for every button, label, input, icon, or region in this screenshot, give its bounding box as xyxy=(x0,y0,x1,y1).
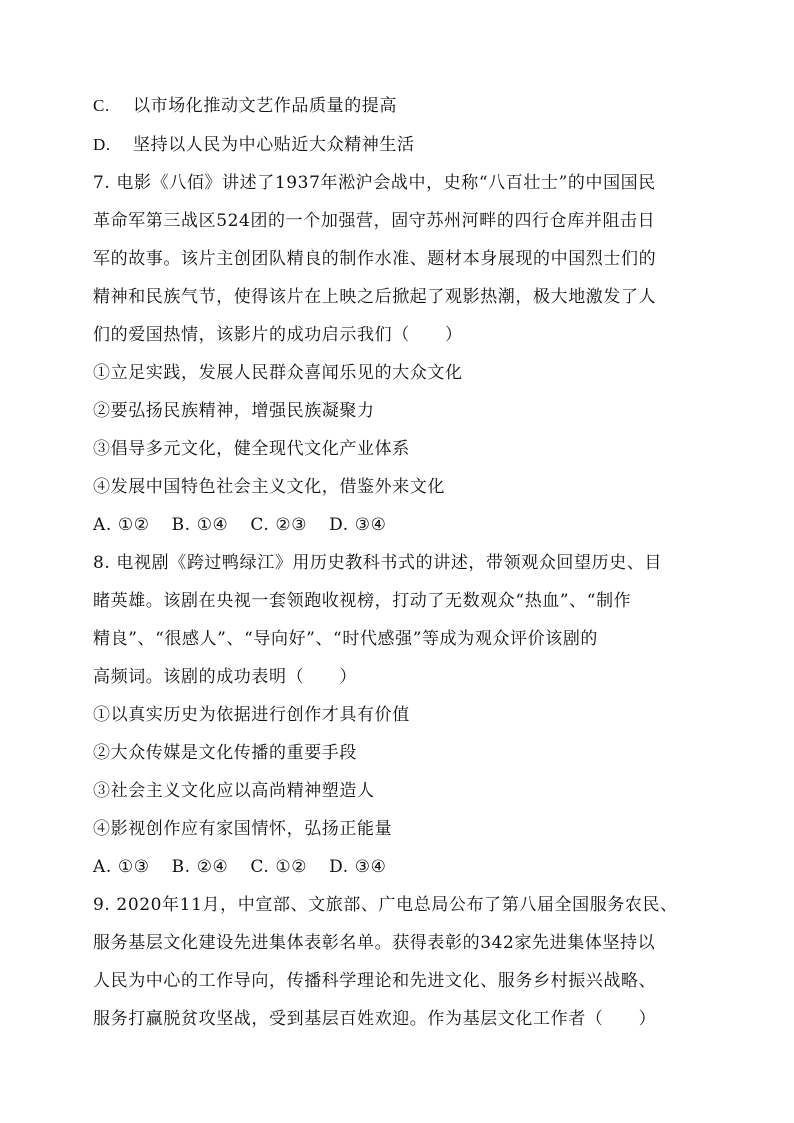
q8-statement-4: ④影视创作应有家国情怀，弘扬正能量 xyxy=(93,819,393,839)
q7-statement-1: ①立足实践，发展人民群众喜闻乐见的大众文化 xyxy=(93,363,463,383)
q7-stem-line: 精神和民族气节，使得该片在上映之后掀起了观影热潮，极大地激发了人 xyxy=(93,287,657,307)
q9-stem-line: 服务打赢脱贫攻坚战，受到基层百姓欢迎。作为基层文化工作者（ ） xyxy=(93,1009,657,1029)
q9-stem-line: 服务基层文化建设先进集体表彰名单。获得表彰的342家先进集体坚持以 xyxy=(93,933,656,953)
q7-stem-line: 们的爱国热情，该影片的成功启示我们（ ） xyxy=(93,325,463,345)
option-letter: C. xyxy=(93,96,110,115)
q8-stem-line: 高频词。该剧的成功表明（ ） xyxy=(93,667,357,687)
q8-stem-line: 精良”、“很感人”、“导向好”、“时代感强”等成为观众评价该剧的 xyxy=(93,629,599,649)
q7-stem-line: 革命军第三战区524团的一个加强营，固守苏州河畔的四行仓库并阻击日 xyxy=(93,211,656,231)
q8-stem-line: 睹英雄。该剧在央视一套领跑收视榜，打动了无数观众“热血”、“制作 xyxy=(93,591,632,611)
q7-choice-d: D. ③④ xyxy=(329,515,387,535)
q7-statement-3: ③倡导多元文化，健全现代文化产业体系 xyxy=(93,439,410,459)
q8-choice-b: B. ②④ xyxy=(171,857,229,877)
q7-statement-4: ④发展中国特色社会主义文化，借鉴外来文化 xyxy=(93,477,445,497)
q7-choice-b: B. ①④ xyxy=(171,515,229,535)
q7-choice-a: A. ①② xyxy=(93,515,150,535)
q8-statement-2: ②大众传媒是文化传播的重要手段 xyxy=(93,743,357,763)
option-c xyxy=(93,95,713,117)
q8-stem-line: 8. 电视剧《跨过鸭绿江》用历史教科书式的讲述，带领观众回望历史、目 xyxy=(93,553,663,573)
q8-choice-c: C. ①② xyxy=(250,857,308,877)
q8-statement-3: ③社会主义文化应以高尚精神塑造人 xyxy=(93,781,375,801)
q8-choice-d: D. ③④ xyxy=(329,857,387,877)
q7-choices xyxy=(93,514,713,536)
option-text: 以市场化推动文艺作品质量的提高 xyxy=(133,96,397,116)
option-letter: D. xyxy=(93,135,111,154)
option-d xyxy=(93,134,713,156)
q8-statement-1: ①以真实历史为依据进行创作才具有价值 xyxy=(93,705,410,725)
q7-stem-line: 7. 电影《八佰》讲述了1937年淞沪会战中，史称“八百壮士”的中国国民 xyxy=(93,173,656,193)
q7-statement-2: ②要弘扬民族精神，增强民族凝聚力 xyxy=(93,401,375,421)
q8-choice-a: A. ①③ xyxy=(93,857,150,877)
option-text: 坚持以人民为中心贴近大众精神生活 xyxy=(133,135,415,155)
q7-choice-c: C. ②③ xyxy=(250,515,308,535)
q9-stem-line: 9. 2020年11月，中宣部、文旅部、广电总局公布了第八届全国服务农民、 xyxy=(93,895,678,915)
q7-stem-line: 军的故事。该片主创团队精良的制作水准、题材本身展现的中国烈士们的 xyxy=(93,249,657,269)
q8-choices xyxy=(93,856,713,878)
q9-stem-line: 人民为中心的工作导向，传播科学理论和先进文化、服务乡村振兴战略、 xyxy=(93,971,657,991)
